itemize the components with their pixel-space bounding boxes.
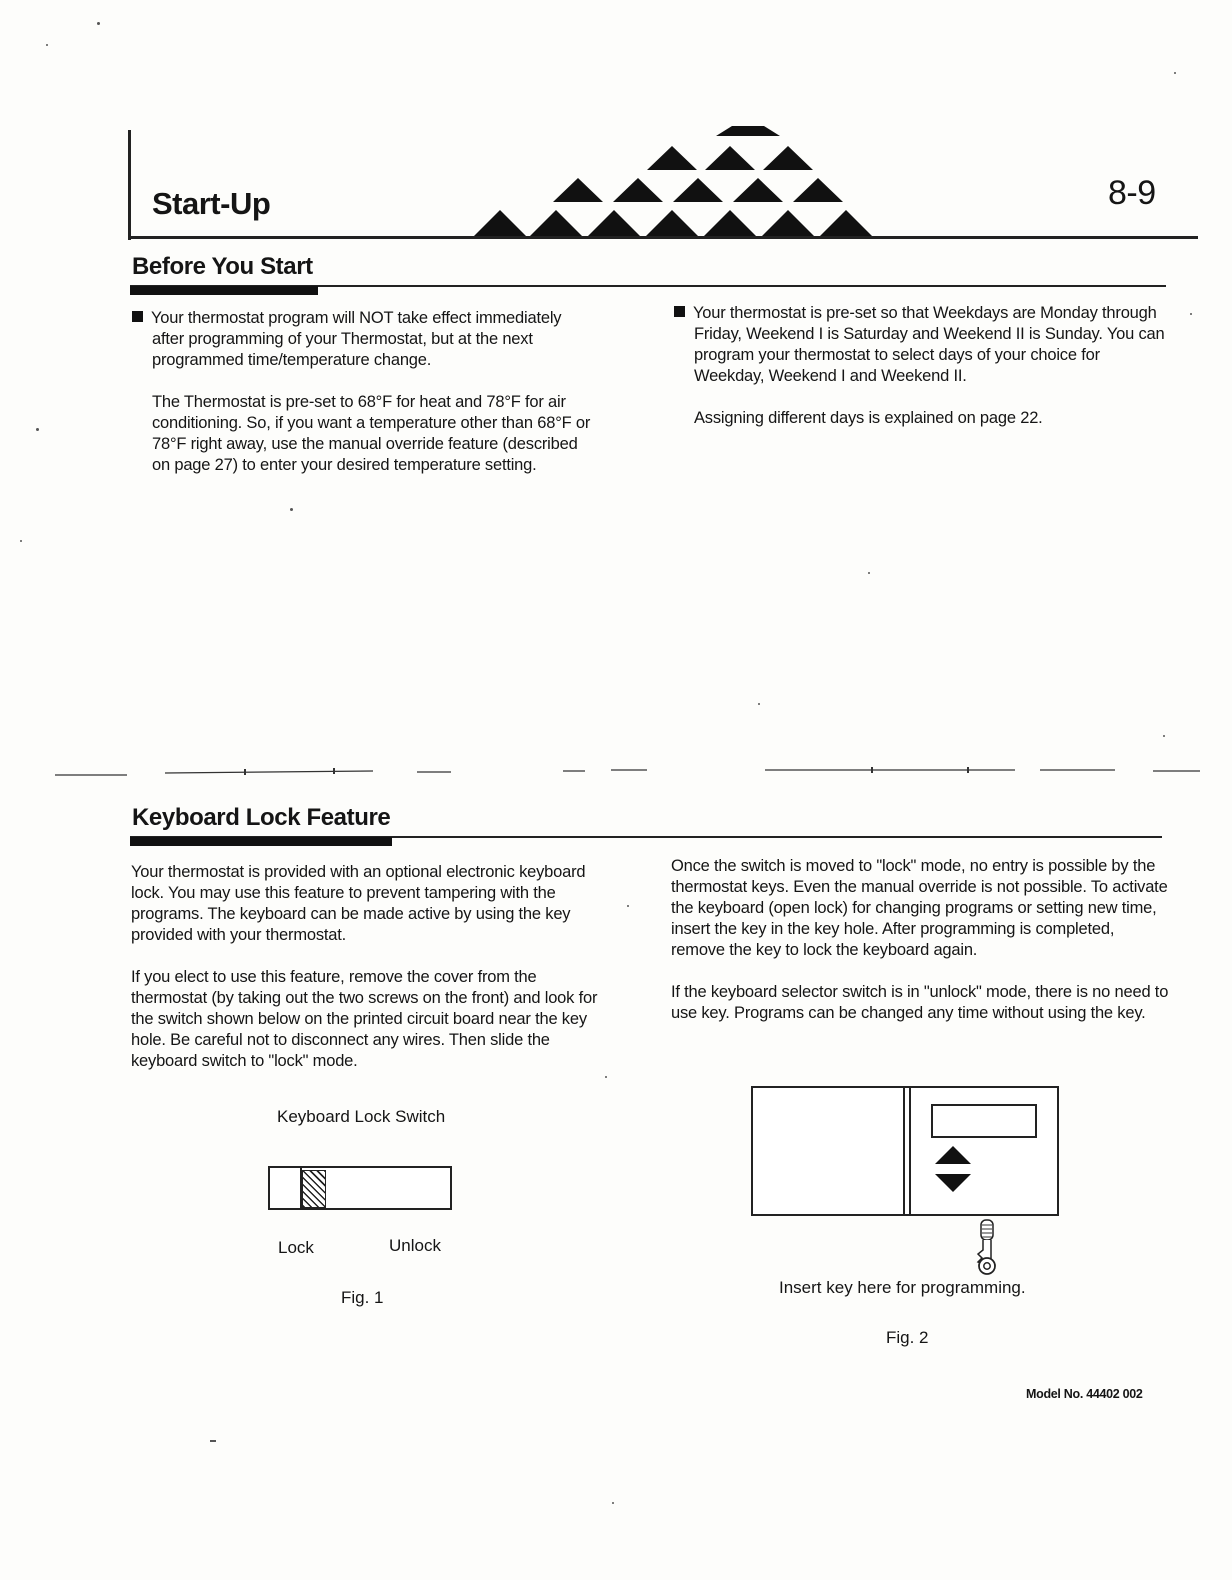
thermostat-diagram <box>751 1086 1059 1216</box>
scan-speck <box>612 1502 614 1504</box>
body-paragraph: The Thermostat is pre-set to 68°F for heat and 78°F for air conditioning. So, if you want a temperature other than 68°F or 78°F right away, use the manual override feature (described on page 27) to enter your desired temperature setting. <box>152 393 591 474</box>
scan-speck <box>46 44 48 46</box>
scan-speck <box>20 540 22 542</box>
section-title-keyboard-lock: Keyboard Lock Feature <box>132 804 391 831</box>
down-arrow-icon <box>935 1174 971 1192</box>
scan-speck <box>290 508 293 511</box>
key-icon <box>973 1218 1001 1278</box>
scan-speck <box>1190 313 1192 315</box>
triangles-decoration-graphic <box>470 122 880 238</box>
section-heading-bar <box>130 837 392 846</box>
scan-speck <box>868 572 870 574</box>
keyboard-lock-right-column <box>671 856 1171 1045</box>
scan-speck <box>605 1076 607 1078</box>
scan-speck <box>758 703 760 705</box>
figure-1-label: Fig. 1 <box>341 1288 384 1307</box>
header-vertical-rule <box>128 130 131 240</box>
figure-2-caption: Insert key here for programming. <box>779 1278 1026 1297</box>
lock-label: Lock <box>278 1238 314 1257</box>
unlock-label: Unlock <box>389 1236 441 1255</box>
thermostat-display <box>931 1104 1037 1138</box>
section-title-before-you-start: Before You Start <box>132 253 313 280</box>
switch-slider-hatched <box>302 1170 326 1208</box>
thermostat-panel-divider <box>909 1088 911 1214</box>
section-heading-bar <box>130 286 318 295</box>
square-bullet-icon <box>132 311 143 322</box>
before-you-start-right-column <box>674 303 1174 450</box>
scan-speck <box>97 22 100 25</box>
body-paragraph: If the keyboard selector switch is in "unlock" mode, there is no need to use key. Programs can be changed any time without using the key. <box>671 983 1169 1022</box>
scan-speck <box>1174 72 1176 74</box>
body-paragraph: Assigning different days is explained on page 22. <box>694 409 1043 427</box>
body-paragraph: If you elect to use this feature, remove the cover from the thermostat (by taking out the two screws on the front) and look for the switch shown below on the printed circuit board near the key hole. Be careful not to disconnect any wires. Then slide the keyboard switch to "lock" mode. <box>131 968 598 1070</box>
page-number: 8-9 <box>1108 174 1156 212</box>
figure-2-label: Fig. 2 <box>886 1328 929 1347</box>
page-title: Start-Up <box>152 186 271 221</box>
keyboard-lock-left-column <box>131 862 611 1093</box>
bullet-item <box>132 308 592 371</box>
up-arrow-icon <box>935 1146 971 1164</box>
scan-speck <box>1163 735 1165 737</box>
body-paragraph: Once the switch is moved to "lock" mode, no entry is possible by the thermostat keys. Even the manual override is not possible. To activate the keyboard (open lock) for changing programs or setting new time, insert the key in the key hole. After programming is completed, remove the key to lock the keyboard again. <box>671 857 1168 959</box>
header-rule <box>128 236 1198 239</box>
thermostat-panel-divider <box>903 1088 905 1214</box>
section-divider <box>55 760 1205 780</box>
bullet-item <box>674 303 1174 387</box>
body-paragraph: Your thermostat is provided with an optional electronic keyboard lock. You may use this feature to prevent tampering with the programs. The keyboard can be made active by using the key provided with your thermostat. <box>131 863 586 944</box>
bullet-text: Your thermostat program will NOT take effect immediately after programming of your Thermostat, but at the next programmed time/temperature change. <box>151 309 562 369</box>
square-bullet-icon <box>674 306 685 317</box>
scan-speck <box>210 1440 216 1442</box>
keyboard-lock-switch-diagram <box>268 1166 452 1210</box>
bullet-text: Your thermostat is pre-set so that Weekdays are Monday through Friday, Weekend I is Saturday and Weekend II is Sunday. You can program your thermostat to select days of your choice for Weekday, Weekend I and Weekend II. <box>693 304 1165 385</box>
figure-1-caption: Keyboard Lock Switch <box>277 1107 446 1126</box>
model-number: Model No. 44402 002 <box>1026 1387 1143 1401</box>
scan-speck <box>627 905 629 907</box>
scan-speck <box>36 428 39 431</box>
before-you-start-left-column <box>132 308 592 497</box>
